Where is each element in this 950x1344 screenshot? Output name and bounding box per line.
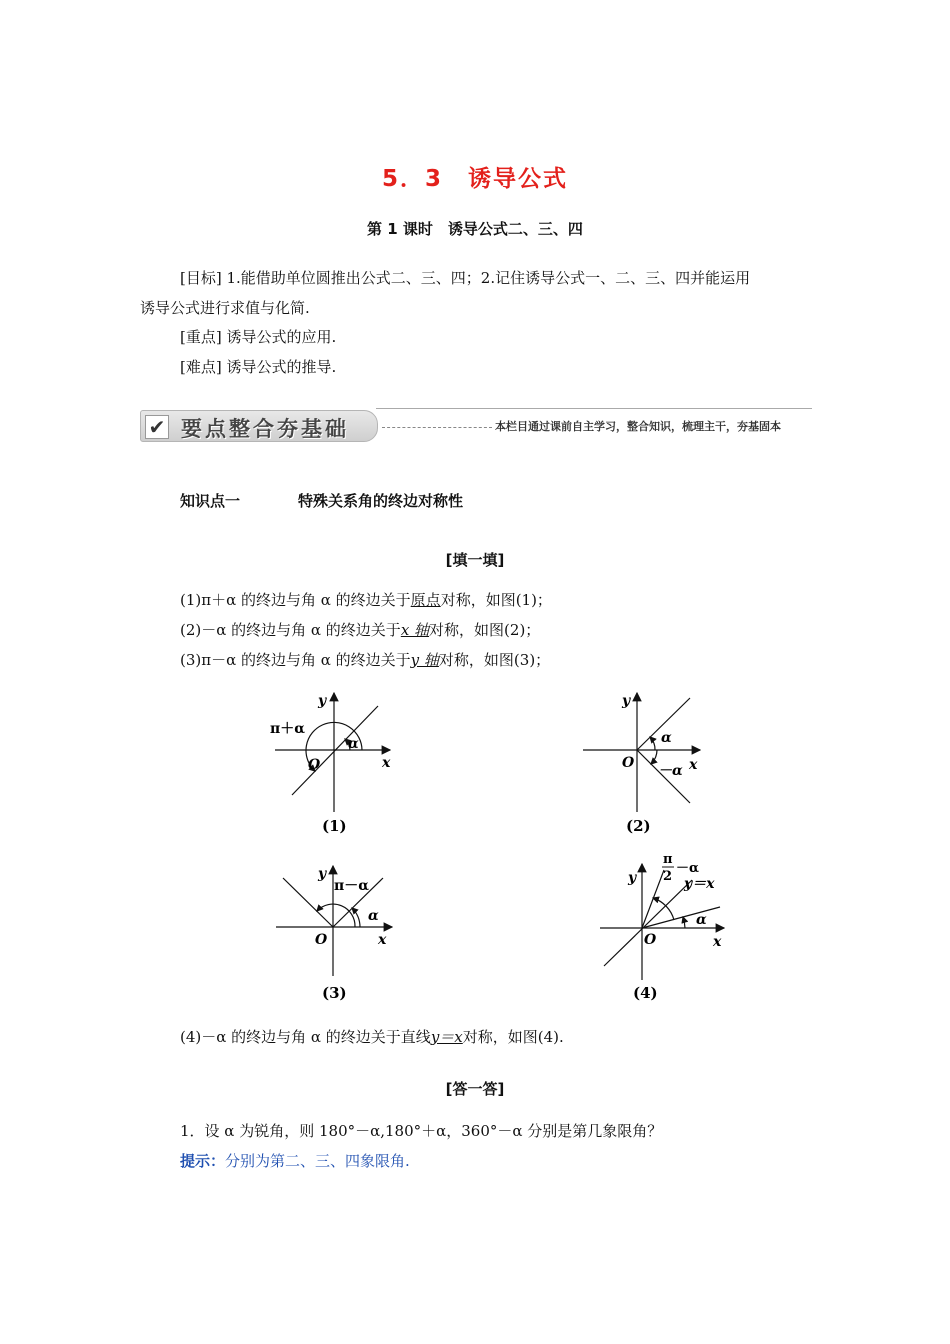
item-4-text: (4)－α 的终边与角 α 的终边关于直线: [180, 1028, 431, 1046]
knowledge-heading-number: 知识点一: [180, 492, 241, 510]
figure-2: [578, 688, 718, 838]
item-1-answer: 原点: [410, 591, 441, 609]
goal-line-1: [180, 267, 750, 289]
origin-label: O: [308, 757, 321, 773]
item-3-tail: 对称，如图(3)；: [438, 651, 551, 669]
y-label: y: [318, 693, 327, 709]
banner-box: [140, 410, 378, 442]
item-2-tail: 对称，如图(2)；: [429, 621, 541, 639]
x-label: x: [689, 757, 698, 773]
banner-dash: [382, 427, 492, 428]
difficult-point: [180, 356, 336, 378]
item-3-text: (3)π－α 的终边与角 α 的终边关于: [180, 651, 411, 669]
neg-alpha-arc: [651, 750, 657, 764]
origin-label: O: [622, 755, 635, 771]
alpha-arc: [650, 737, 655, 750]
banner-note: 本栏目通过课前自主学习，整合知识，梳理主干，夯基固本: [495, 420, 781, 433]
goal-line-2: 诱导公式进行求值与化简.: [140, 299, 310, 317]
page-title: 5．3 诱导公式: [381, 166, 568, 192]
figure-caption: (3): [322, 984, 347, 1002]
x-label: x: [382, 755, 391, 771]
figure-3: [268, 858, 408, 1008]
hint-line: [180, 1150, 410, 1172]
alpha-label: α: [696, 912, 707, 928]
line-y-equals-x: [604, 880, 692, 966]
pi-minus-alpha-terminal: [283, 878, 333, 927]
y-label: y: [628, 870, 637, 886]
check-icon: ✔: [145, 415, 169, 439]
banner-label: 要点整合夯基础: [181, 417, 349, 441]
item-4-answer: y＝x: [430, 1028, 463, 1046]
question-1: 1．设 α 为锐角，则 180°－α,180°＋α，360°－α 分别是第几象限角？: [180, 1122, 663, 1140]
item-1: [180, 589, 552, 611]
banner-rule: [376, 408, 812, 409]
figure-caption: (4): [633, 984, 658, 1002]
frac-tail: －α: [676, 861, 700, 876]
item-2-answer: x 轴: [400, 621, 430, 639]
fill-heading: [填一填]: [445, 551, 505, 569]
lesson-subtitle: 第 1 课时 诱导公式二、三、四: [367, 220, 583, 238]
figure-1: [260, 688, 400, 838]
item-2: [180, 619, 540, 641]
figure-caption: (1): [322, 817, 347, 835]
alpha-label: α: [661, 730, 672, 746]
item-1-tail: 对称，如图(1)；: [440, 591, 552, 609]
angle-label: π－α: [334, 878, 370, 894]
x-label: x: [713, 934, 722, 950]
item-4: [180, 1026, 564, 1048]
answer-heading: [答一答]: [445, 1080, 505, 1098]
item-2-text: (2)－α 的终边与角 α 的终边关于: [180, 621, 401, 639]
item-4-tail: 对称，如图(4).: [462, 1028, 564, 1046]
origin-label: O: [315, 932, 328, 948]
frac-numerator: π: [663, 852, 673, 867]
target-text: 1.能借助单位圆推出公式二、三、四；2.记住诱导公式一、二、三、四并能运用: [221, 269, 751, 287]
hard-tag: [难点]: [180, 358, 222, 376]
hint-label: 提示：: [180, 1152, 226, 1170]
key-tag: [重点]: [180, 328, 222, 346]
alpha-label: α: [348, 736, 359, 752]
x-label: x: [378, 932, 387, 948]
line-label: y＝x: [684, 876, 715, 892]
section-banner: [140, 408, 812, 442]
y-label: y: [622, 693, 631, 709]
figure-4: [592, 850, 732, 1008]
hard-text: 诱导公式的推导.: [221, 358, 337, 376]
item-3-answer: y 轴: [410, 651, 439, 669]
complement-terminal: [642, 870, 664, 928]
frac-denominator: 2: [663, 869, 673, 884]
alpha-label: α: [368, 908, 379, 924]
alpha-arc: [683, 917, 685, 928]
target-tag: [目标]: [180, 269, 222, 287]
item-3: [180, 649, 550, 671]
item-1-text: (1)π＋α 的终边与角 α 的终边关于: [180, 591, 411, 609]
origin-label: O: [644, 932, 657, 948]
knowledge-heading-title: 特殊关系角的终边对称性: [298, 492, 464, 510]
figure-caption: (2): [626, 817, 651, 835]
key-point: [180, 326, 336, 348]
y-label: y: [318, 866, 327, 882]
neg-alpha-label: －α: [658, 763, 683, 779]
hint-text: 分别为第二、三、四象限角.: [225, 1152, 410, 1170]
key-text: 诱导公式的应用.: [221, 328, 337, 346]
angle-label: π＋α: [270, 721, 306, 737]
